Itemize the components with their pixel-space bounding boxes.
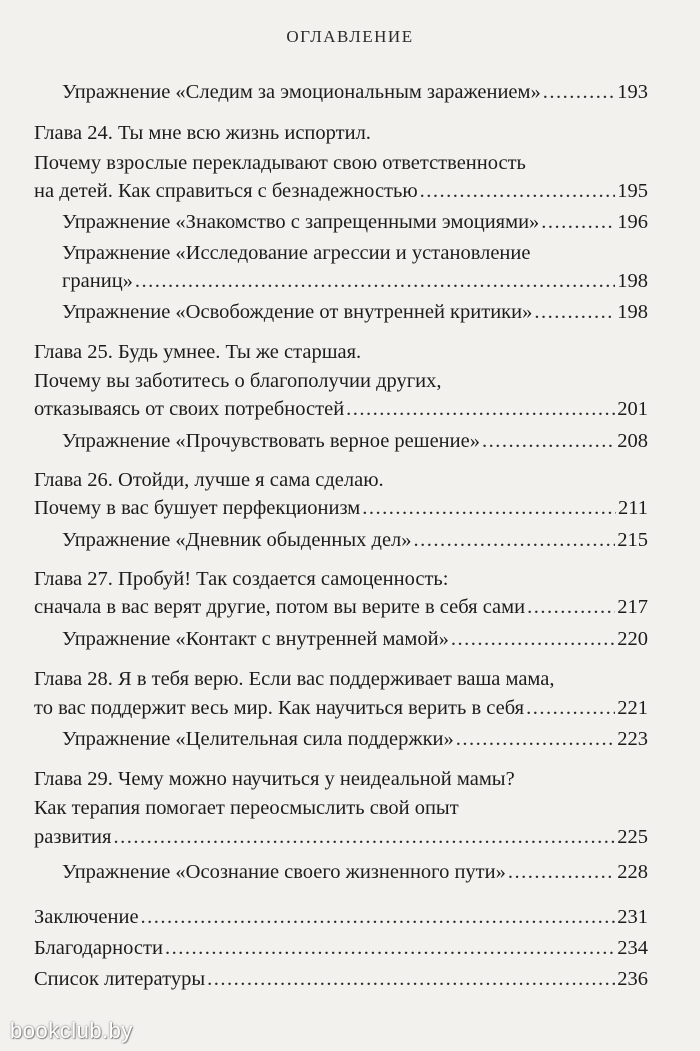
page-number: 217 — [617, 596, 648, 618]
entry-title: Список литературы — [34, 968, 206, 990]
entry-title: Упражнение «Дневник обыденных дел» — [62, 529, 412, 551]
entry-title: то вас поддержит весь мир. Как научиться верить в себя — [34, 697, 525, 719]
leader-dots — [135, 266, 615, 296]
entry-title: Упражнение «Контакт с внутренней мамой» — [62, 628, 449, 650]
chapter-heading: Глава 25. Будь умнее. Ты же старшая. — [34, 341, 362, 363]
watermark-text: bookclub.by — [10, 1018, 133, 1043]
entry-title: Упражнение «Следим за эмоциональным заражением» — [62, 81, 541, 103]
toc-entry-chapter — [34, 394, 648, 424]
entry-title: границ» — [62, 270, 133, 292]
leader-dots — [207, 964, 615, 994]
page-number: 220 — [617, 628, 648, 650]
page-number: 225 — [617, 826, 648, 848]
page-number: 236 — [617, 968, 648, 990]
toc-entry-chapter — [34, 176, 648, 206]
leader-dots — [420, 176, 616, 206]
leader-dots — [113, 822, 615, 852]
chapter-subtitle-line: Как терапия помогает переосмыслить свой опыт — [34, 797, 459, 819]
leader-dots — [534, 297, 615, 327]
page-number: 208 — [617, 430, 648, 452]
entry-title: Упражнение «Знакомство с запрещенными эмоциями» — [62, 211, 540, 233]
toc-entry-bibliography — [34, 964, 648, 994]
leader-dots — [165, 933, 615, 963]
entry-title: Благодарности — [34, 937, 163, 959]
entry-title: на детей. Как справиться с безнадежностью — [34, 180, 418, 202]
toc-entry-chapter — [34, 693, 648, 723]
chapter-heading: Глава 29. Чему можно научиться у неидеальной мамы? — [34, 768, 515, 790]
toc-entry-exercise — [62, 525, 648, 555]
entry-title: Заключение — [34, 906, 139, 928]
leader-dots — [543, 77, 616, 107]
leader-dots — [508, 857, 615, 887]
toc-entry-exercise — [62, 857, 648, 887]
page-number: 196 — [617, 211, 648, 233]
page-number: 193 — [617, 81, 648, 103]
page-number: 221 — [617, 697, 648, 719]
chapter-heading: Глава 24. Ты мне всю жизнь испортил. — [34, 122, 371, 144]
chapter-subtitle-line: Почему взрослые перекладывают свою ответственность — [34, 152, 526, 174]
page-number: 195 — [617, 180, 648, 202]
chapter-heading: Глава 26. Отойди, лучше я сама сделаю. — [34, 469, 384, 491]
toc-entry-exercise — [62, 724, 648, 754]
entry-title: Упражнение «Осознание своего жизненного пути» — [62, 861, 506, 883]
toc-entry-chapter — [34, 822, 648, 852]
page-number: 215 — [617, 529, 648, 551]
page-number: 228 — [617, 861, 648, 883]
entry-title: Почему в вас бушует перфекционизм — [34, 497, 361, 519]
entry-title: сначала в вас верят другие, потом вы верите в себя сами — [34, 596, 526, 618]
leader-dots — [141, 902, 616, 932]
toc-entry-chapter — [34, 493, 648, 523]
page-title: ОГЛАВЛЕНИЕ — [286, 27, 414, 46]
chapter-heading: Глава 28. Я в тебя верю. Если вас поддерживает ваша мама, — [34, 668, 555, 690]
toc-entry-acknowledgements — [34, 933, 648, 963]
page-number: 198 — [617, 270, 648, 292]
leader-dots — [541, 207, 615, 237]
leader-dots — [451, 624, 615, 654]
toc-entry-conclusion — [34, 902, 648, 932]
entry-title: Упражнение «Освобождение от внутренней критики» — [62, 301, 533, 323]
leader-dots — [526, 693, 615, 723]
page-number: 231 — [617, 906, 648, 928]
entry-title: Упражнение «Прочувствовать верное решение» — [62, 430, 480, 452]
toc-entry-exercise — [62, 266, 648, 296]
page-number: 211 — [618, 497, 648, 519]
exercise-title-line: Упражнение «Исследование агрессии и установление — [62, 242, 531, 264]
toc-entry-chapter — [34, 592, 648, 622]
leader-dots — [456, 724, 615, 754]
page-number: 198 — [617, 301, 648, 323]
toc-entry-exercise — [62, 426, 648, 456]
page-number: 223 — [617, 728, 648, 750]
toc-entry-exercise — [62, 624, 648, 654]
leader-dots — [346, 394, 615, 424]
entry-title: отказываясь от своих потребностей — [34, 398, 345, 420]
entry-title: развития — [34, 826, 112, 848]
chapter-heading: Глава 27. Пробуй! Так создается самоценность: — [34, 568, 449, 590]
leader-dots — [362, 493, 616, 523]
chapter-subtitle-line: Почему вы заботитесь о благополучии других, — [34, 370, 442, 392]
toc-entry-exercise — [62, 297, 648, 327]
page-number: 234 — [617, 937, 648, 959]
toc-entry-exercise — [62, 77, 648, 107]
entry-title: Упражнение «Целительная сила поддержки» — [62, 728, 454, 750]
toc-entry-exercise — [62, 207, 648, 237]
page-number: 201 — [617, 398, 648, 420]
leader-dots — [482, 426, 615, 456]
leader-dots — [527, 592, 615, 622]
leader-dots — [414, 525, 616, 555]
